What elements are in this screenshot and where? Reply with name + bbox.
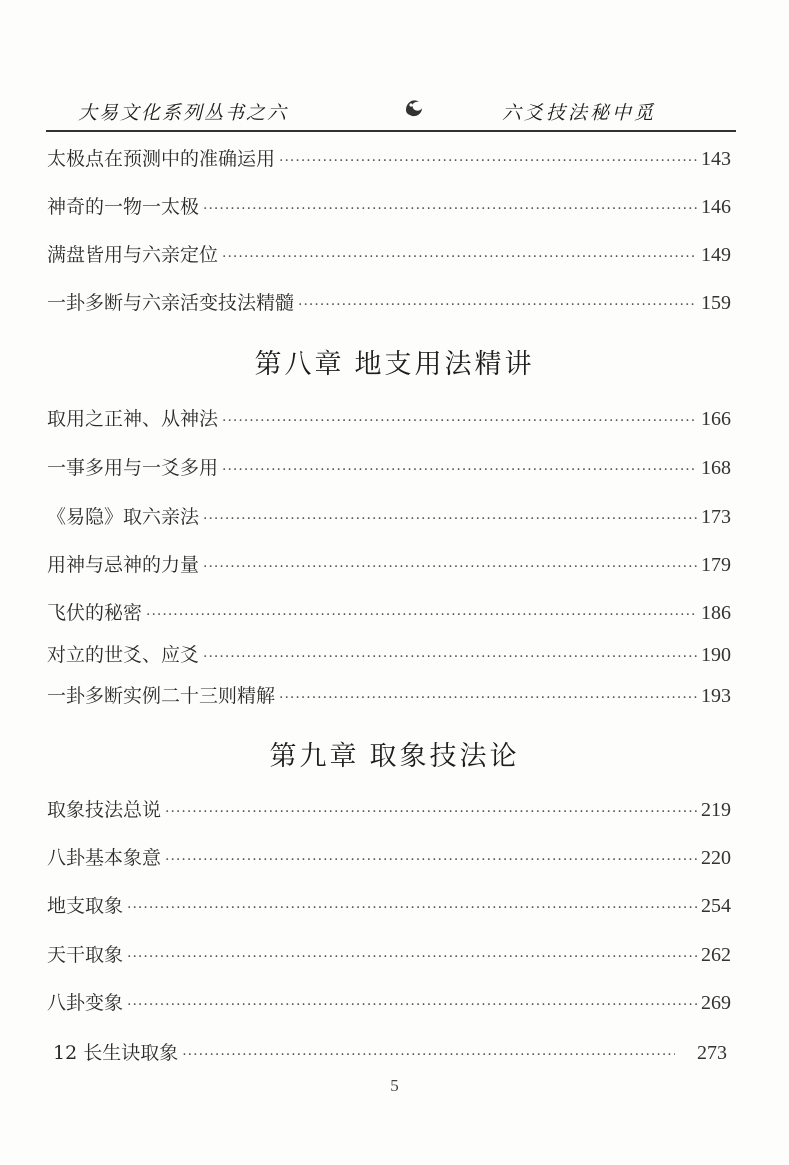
dot-leader bbox=[222, 249, 697, 265]
dot-leader bbox=[182, 1047, 675, 1063]
chapter-title: 取象技法论 bbox=[369, 741, 520, 772]
toc-entry bbox=[47, 550, 731, 578]
toc-entry bbox=[47, 404, 731, 432]
toc-entry bbox=[47, 795, 731, 823]
toc-entry-page: 149 bbox=[701, 244, 731, 266]
chapter-title: 地支用法精讲 bbox=[354, 349, 535, 380]
toc-entry-page: 193 bbox=[701, 685, 731, 707]
dot-leader bbox=[298, 297, 697, 313]
dot-leader bbox=[146, 607, 697, 623]
toc-entry bbox=[47, 453, 731, 481]
toc-entry-page: 220 bbox=[701, 847, 731, 869]
dot-leader bbox=[203, 511, 697, 527]
toc-entry-page: 190 bbox=[701, 644, 731, 666]
toc-entry bbox=[47, 144, 731, 172]
toc-entry-title: 飞伏的秘密 bbox=[47, 602, 143, 624]
toc-entry-title: 对立的世爻、应爻 bbox=[47, 644, 200, 666]
book-title: 六爻技法秘中觅 bbox=[502, 102, 657, 124]
toc-entry-page: 273 bbox=[697, 1042, 727, 1064]
toc-entry bbox=[47, 843, 731, 871]
dot-leader bbox=[279, 690, 697, 706]
toc-entry bbox=[47, 681, 731, 709]
toc-entry-page: 166 bbox=[701, 408, 731, 430]
toc-entry-title: 太极点在预测中的准确运用 bbox=[47, 148, 276, 170]
toc-entry-title: 一事多用与一爻多用 bbox=[47, 457, 219, 479]
series-title: 大易文化系列丛书之六 bbox=[78, 102, 289, 124]
toc-entry-title: 八卦基本象意 bbox=[47, 847, 162, 869]
toc-entry bbox=[53, 1038, 727, 1066]
chapter-number: 第九章 bbox=[269, 741, 360, 772]
toc-entry bbox=[47, 988, 731, 1016]
toc-entry bbox=[47, 640, 731, 668]
toc-entry bbox=[47, 502, 731, 530]
toc-entry-title: 神奇的一物一太极 bbox=[47, 196, 200, 218]
chapter-heading bbox=[0, 734, 789, 773]
toc-entry-page: 143 bbox=[701, 148, 731, 170]
toc-entry-title: 取用之正神、从神法 bbox=[47, 408, 219, 430]
dot-leader bbox=[279, 153, 697, 169]
toc-entry-title: 八卦变象 bbox=[47, 992, 124, 1014]
toc-entry-page: 254 bbox=[701, 895, 731, 917]
toc-entry-title: 用神与忌神的力量 bbox=[47, 554, 200, 576]
chapter-number: 第八章 bbox=[254, 349, 345, 380]
taiji-logo-icon bbox=[402, 96, 426, 120]
toc-entry bbox=[47, 288, 731, 316]
dot-leader bbox=[203, 649, 697, 665]
dot-leader bbox=[203, 201, 697, 217]
toc-entry-title: 一卦多断与六亲活变技法精髓 bbox=[47, 292, 295, 314]
toc-entry-title: 《易隐》取六亲法 bbox=[47, 506, 200, 528]
dot-leader bbox=[165, 852, 697, 868]
dot-leader bbox=[203, 559, 697, 575]
toc-entry bbox=[47, 940, 731, 968]
chapter-heading bbox=[0, 342, 789, 381]
toc-entry-page: 186 bbox=[701, 602, 731, 624]
toc-entry-title: 满盘皆用与六亲定位 bbox=[47, 244, 219, 266]
toc-entry-title: 天干取象 bbox=[47, 944, 124, 966]
toc-entry-page: 269 bbox=[701, 992, 731, 1014]
toc-entry-page: 168 bbox=[701, 457, 731, 479]
running-header bbox=[46, 92, 736, 132]
dot-leader bbox=[127, 900, 697, 916]
toc-entry bbox=[47, 240, 731, 268]
toc-entry-title: 取象技法总说 bbox=[47, 799, 162, 821]
toc-entry-page: 159 bbox=[701, 292, 731, 314]
toc-entry-page: 262 bbox=[701, 944, 731, 966]
toc-entry-page: 219 bbox=[701, 799, 731, 821]
dot-leader bbox=[165, 804, 697, 820]
toc-entry-page: 146 bbox=[701, 196, 731, 218]
dot-leader bbox=[222, 462, 697, 478]
toc-entry bbox=[47, 192, 731, 220]
toc-entry-title: 地支取象 bbox=[47, 895, 124, 917]
toc-entry bbox=[47, 598, 731, 626]
page-number: 5 bbox=[390, 1076, 399, 1095]
toc-entry-title: 12 长生诀取象 bbox=[53, 1042, 179, 1064]
dot-leader bbox=[127, 997, 697, 1013]
toc-entry bbox=[47, 891, 731, 919]
dot-leader bbox=[127, 949, 697, 965]
toc-entry-page: 173 bbox=[701, 506, 731, 528]
toc-entry-title: 一卦多断实例二十三则精解 bbox=[47, 685, 276, 707]
toc-entry-page: 179 bbox=[701, 554, 731, 576]
dot-leader bbox=[222, 413, 697, 429]
